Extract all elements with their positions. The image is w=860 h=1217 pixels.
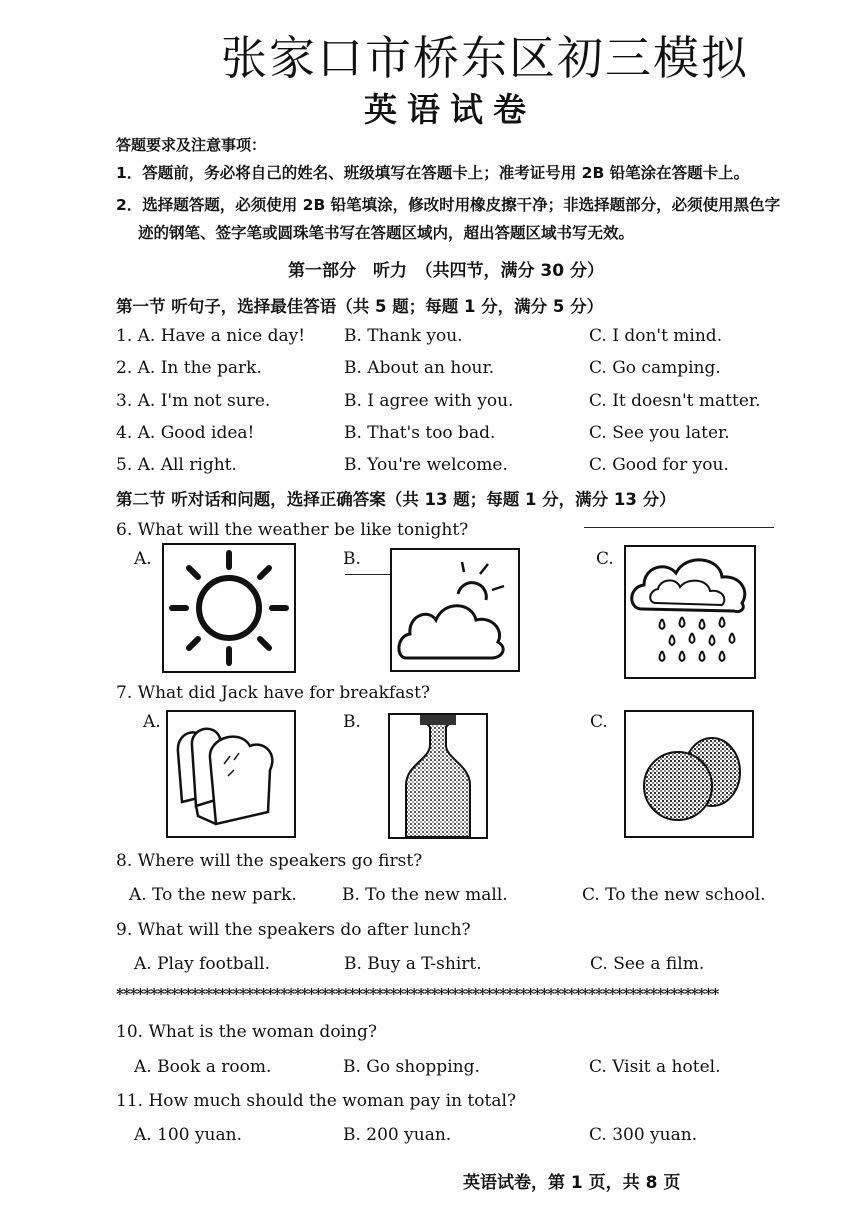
q1-option-a: 1. A. Have a nice day! — [116, 326, 306, 346]
bread-picture — [166, 710, 296, 838]
q3-option-c: C. It doesn't matter. — [589, 391, 761, 411]
q11-text: 11. How much should the woman pay in total? — [116, 1091, 517, 1111]
q7-label-c: C. — [590, 712, 608, 732]
q11-option-b: B. 200 yuan. — [343, 1125, 452, 1145]
bread-icon — [168, 712, 294, 836]
q8-option-a: A. To the new park. — [129, 885, 297, 905]
egg-icon — [626, 712, 752, 836]
q9-option-a: A. Play football. — [134, 954, 270, 974]
q3-option-a: 3. A. I'm not sure. — [116, 391, 271, 411]
q7-text: 7. What did Jack have for breakfast? — [116, 683, 431, 703]
q10-text: 10. What is the woman doing? — [116, 1022, 377, 1042]
instructions-heading: 答题要求及注意事项： — [116, 136, 267, 154]
q4-option-a: 4. A. Good idea! — [116, 423, 255, 443]
exam-subtitle: 英语试卷 — [364, 90, 536, 129]
instruction-item-1: 1．答题前，务必将自己的姓名、班级填写在答题卡上；准考证号用 2B 铅笔涂在答题卡上。 — [116, 164, 750, 182]
q8-option-b: B. To the new mall. — [342, 885, 508, 905]
q10-option-b: B. Go shopping. — [343, 1057, 480, 1077]
q5-option-c: C. Good for you. — [589, 455, 729, 475]
instruction-item-2: 2．选择题答题，必须使用 2B 铅笔填涂，修改时用橡皮擦干净；非选择题部分，必须使用黑色字 — [116, 196, 781, 214]
q1-option-b: B. Thank you. — [344, 326, 463, 346]
q10-option-a: A. Book a room. — [134, 1057, 272, 1077]
q6-label-a: A. — [134, 549, 152, 569]
part1-title: 第一部分 听力 （共四节，满分 30 分） — [288, 261, 604, 281]
underline — [345, 574, 395, 575]
q3-option-b: B. I agree with you. — [344, 391, 514, 411]
q11-option-a: A. 100 yuan. — [134, 1125, 242, 1145]
bottle-icon — [390, 715, 486, 837]
q9-option-c: C. See a film. — [590, 954, 705, 974]
q2-option-c: C. Go camping. — [589, 358, 721, 378]
q4-option-c: C. See you later. — [589, 423, 730, 443]
q8-option-c: C. To the new school. — [582, 885, 766, 905]
q6-text: 6. What will the weather be like tonight? — [116, 520, 469, 540]
sun-icon — [164, 545, 294, 671]
q2-option-a: 2. A. In the park. — [116, 358, 262, 378]
page-footer: 英语试卷，第 1 页，共 8 页 — [463, 1173, 681, 1193]
q8-text: 8. Where will the speakers go first? — [116, 851, 423, 871]
q1-option-c: C. I don't mind. — [589, 326, 723, 346]
milk-picture — [388, 713, 488, 839]
rainy-picture — [624, 545, 756, 679]
underline — [584, 527, 774, 528]
q9-option-b: B. Buy a T-shirt. — [344, 954, 482, 974]
q10-option-c: C. Visit a hotel. — [589, 1057, 721, 1077]
q7-label-b: B. — [343, 712, 361, 732]
q2-option-b: B. About an hour. — [344, 358, 495, 378]
section1-title: 第一节 听句子，选择最佳答语（共 5 题；每题 1 分，满分 5 分） — [116, 297, 604, 316]
instruction-item-2-cont: 迹的钢笔、签字笔或圆珠笔书写在答题区域内，超出答题区域书写无效。 — [138, 224, 635, 242]
cloudy-picture — [390, 548, 520, 672]
section2-title: 第二节 听对话和问题，选择正确答案（共 13 题；每题 1 分，满分 13 分） — [116, 490, 676, 509]
q5-option-a: 5. A. All right. — [116, 455, 237, 475]
q6-label-b: B. — [343, 549, 361, 569]
q9-text: 9. What will the speakers do after lunch? — [116, 920, 471, 940]
eggs-picture — [624, 710, 754, 838]
rain-cloud-icon — [626, 547, 754, 677]
sunny-picture — [162, 543, 296, 673]
cloud-sun-icon — [392, 550, 518, 670]
exam-title: 张家口市桥东区初三模拟 — [221, 31, 749, 85]
q11-option-c: C. 300 yuan. — [589, 1125, 698, 1145]
q7-label-a: A. — [143, 712, 161, 732]
q4-option-b: B. That's too bad. — [344, 423, 496, 443]
q6-label-c: C. — [596, 549, 614, 569]
divider-stars: **************************************************************************************** — [116, 985, 719, 1003]
q5-option-b: B. You're welcome. — [344, 455, 508, 475]
